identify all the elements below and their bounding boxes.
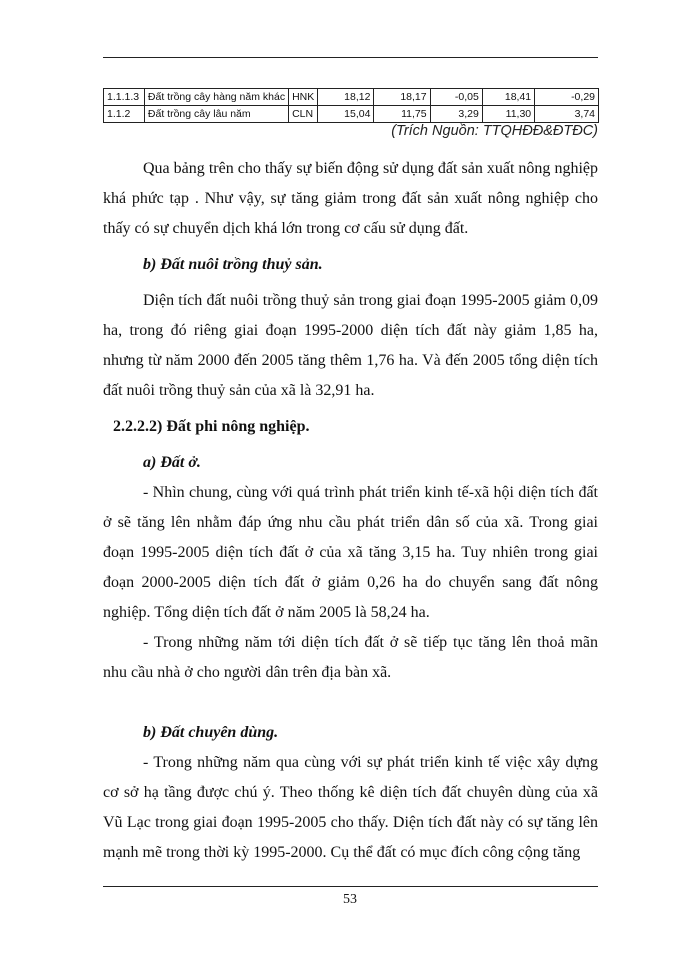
table-row [104,89,599,106]
row-value: 3,29 [430,106,482,123]
paragraph: - Trong những năm qua cùng với sự phát triển kinh tế việc xây dựng cơ sở hạ tầng được chú ý. Theo thống kê diện tích đất chuyên dùng của xã Vũ Lạc trong giai đoạn 1995-2005 cho thấy. Diện tích đất này có sự tăng lên mạnh mẽ trong thời kỳ 1995-2000. Cụ thể đất có mục đích công cộng tăng [103,754,598,861]
row-value: -0,29 [535,89,599,106]
row-name: Đất trồng cây hàng năm khác [144,89,288,106]
footer-rule [103,886,598,887]
row-value: 18,12 [318,89,374,106]
row-value: 18,41 [482,89,534,106]
row-name: Đất trồng cây lâu năm [144,106,288,123]
row-abbr: HNK [289,89,318,106]
row-code: 1.1.2 [104,106,145,123]
paragraph: Diện tích đất nuôi trồng thuỷ sản trong giai đoạn 1995-2005 giảm 0,09 ha, trong đó riêng giai đoạn 1995-2000 diện tích đất này giảm 1,85 ha, nhưng từ năm 2000 đến 2005 tăng thêm 1,76 ha. Và đến 2005 tổng diện tích đất nuôi trồng thuỷ sản của xã là 32,91 ha. [103,292,598,399]
row-value: 15,04 [318,106,374,123]
header-rule [103,57,598,58]
row-value: 11,75 [374,106,430,123]
row-abbr: CLN [289,106,318,123]
land-use-table [103,88,599,123]
section-heading: a) Đất ở. [143,454,201,471]
section-heading: b) Đất nuôi trồng thuỷ sản. [143,256,323,273]
row-value: -0,05 [430,89,482,106]
paragraph: - Nhìn chung, cùng với quá trình phát triển kinh tế-xã hội diện tích đất ở sẽ tăng lên nhằm đáp ứng nhu cầu phát triển dân số của xã. Trong giai đoạn 1995-2005 diện tích đất ở của xã tăng 3,15 ha. Tuy nhiên trong giai đoạn 2000-2005 diện tích đất ở giảm 0,26 ha do chuyển sang đất nông nghiệp. Tổng diện tích đất ở năm 2005 là 58,24 ha. [103,484,598,621]
page-body [103,154,598,868]
row-value: 3,74 [535,106,599,123]
section-heading: 2.2.2.2) Đất phi nông nghiệp. [113,418,310,435]
table-row [104,106,599,123]
paragraph: - Trong những năm tới diện tích đất ở sẽ tiếp tục tăng lên thoả mãn nhu cầu nhà ở cho người dân trên địa bàn xã. [103,634,598,681]
table-source: (Trích Nguồn: TTQHĐĐ&ĐTĐC) [391,123,598,139]
row-code: 1.1.1.3 [104,89,145,106]
row-value: 18,17 [374,89,430,106]
section-heading: b) Đất chuyên dùng. [143,724,279,741]
paragraph: Qua bảng trên cho thấy sự biến động sử dụng đất sản xuất nông nghiệp khá phức tạp . Như vậy, sự tăng giảm trong đất sản xuất nông nghiệp cho thấy có sự chuyển dịch khá lớn trong cơ cấu sử dụng đất. [103,160,598,237]
page-number: 53 [343,892,357,907]
row-value: 11,30 [482,106,534,123]
